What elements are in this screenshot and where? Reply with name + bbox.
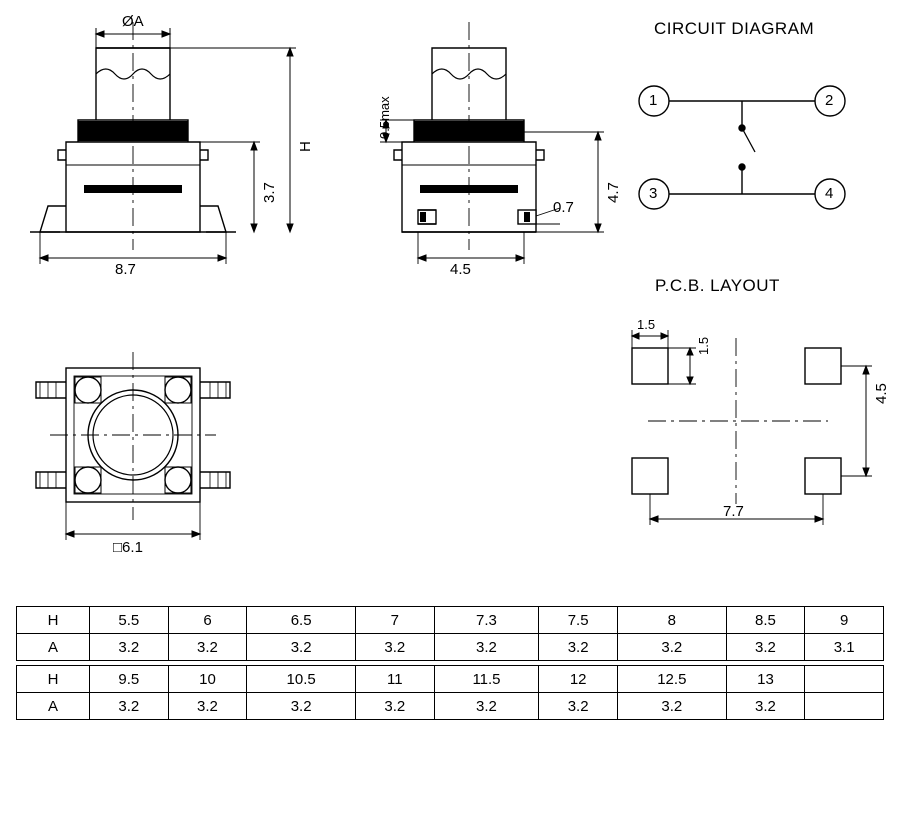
side-view-dim-4-5 xyxy=(418,232,524,264)
table-cell: 3.2 xyxy=(247,634,356,661)
table-cell: 3.2 xyxy=(617,634,726,661)
circuit-pin-2-label: 2 xyxy=(825,92,834,109)
front-view-body-height-label: 3.7 xyxy=(261,182,278,203)
table-cell: 7.3 xyxy=(434,607,539,634)
pcb-vertical-pitch-label: 4.5 xyxy=(873,383,890,404)
table-cell: 6 xyxy=(168,607,247,634)
table-row-a1 xyxy=(17,634,884,661)
front-view-width-label: 8.7 xyxy=(115,261,136,278)
table-cell: 3.2 xyxy=(617,693,726,720)
table-cell: 12 xyxy=(539,666,618,693)
circuit-pin-4-label: 4 xyxy=(825,185,834,202)
pcb-horizontal-pitch-label: 7.7 xyxy=(723,503,744,520)
table-cell: 3.2 xyxy=(168,634,247,661)
table-cell: 5.5 xyxy=(90,607,169,634)
row-header: H xyxy=(17,666,90,693)
side-view-geometry xyxy=(394,22,544,250)
circuit-pin-1-label: 1 xyxy=(649,92,658,109)
table-cell: 8 xyxy=(617,607,726,634)
table-cell: 8.5 xyxy=(726,607,805,634)
table-cell: 3.2 xyxy=(90,693,169,720)
spec-table xyxy=(16,606,884,720)
circuit-pin-3-label: 3 xyxy=(649,185,658,202)
table-cell: 9 xyxy=(805,607,884,634)
table-cell: 3.2 xyxy=(355,634,434,661)
table-cell: 3.2 xyxy=(539,693,618,720)
pcb-pad-width-label: 1.5 xyxy=(637,317,656,332)
front-view-geometry xyxy=(30,22,236,250)
table-cell: 12.5 xyxy=(617,666,726,693)
table-cell: 3.2 xyxy=(434,693,539,720)
pcb-dim-1-5-width xyxy=(632,330,668,348)
pcb-pad-height-label: 1.5 xyxy=(696,336,711,355)
circuit-diagram-heading: CIRCUIT DIAGRAM xyxy=(654,19,815,38)
table-cell: 3.2 xyxy=(434,634,539,661)
table-cell: 10 xyxy=(168,666,247,693)
row-header: A xyxy=(17,634,90,661)
side-view-pin-height-label: 0.7 xyxy=(553,199,574,216)
row-header: H xyxy=(17,607,90,634)
side-view-top-gap-label: 0.5max xyxy=(377,96,392,139)
table-cell: 11 xyxy=(355,666,434,693)
table-cell: 3.1 xyxy=(805,634,884,661)
table-cell: 3.2 xyxy=(726,693,805,720)
top-view-body-size-label: □6.1 xyxy=(113,539,143,556)
table-cell xyxy=(805,693,884,720)
table-row-h1 xyxy=(17,607,884,634)
table-row-a2 xyxy=(17,693,884,720)
front-view-dim-3-7 xyxy=(200,142,260,232)
top-view-geometry xyxy=(36,352,230,520)
pcb-layout-heading: P.C.B. LAYOUT xyxy=(655,276,780,295)
table-row-h2 xyxy=(17,666,884,693)
pcb-dim-1-5-height xyxy=(668,348,696,384)
table-cell: 6.5 xyxy=(247,607,356,634)
front-view-diameter-label: ØA xyxy=(122,13,144,30)
table-cell: 3.2 xyxy=(355,693,434,720)
table-cell: 3.2 xyxy=(726,634,805,661)
table-cell: 13 xyxy=(726,666,805,693)
pcb-layout-geometry xyxy=(632,338,841,504)
side-view-width-label: 4.5 xyxy=(450,261,471,278)
table-cell: 3.2 xyxy=(90,634,169,661)
table-cell xyxy=(805,666,884,693)
table-cell: 11.5 xyxy=(434,666,539,693)
circuit-diagram-geometry xyxy=(639,86,845,209)
table-cell: 9.5 xyxy=(90,666,169,693)
table-cell: 3.2 xyxy=(247,693,356,720)
table-cell: 10.5 xyxy=(247,666,356,693)
table-cell: 7 xyxy=(355,607,434,634)
pcb-dim-4-5 xyxy=(841,366,872,476)
table-cell: 3.2 xyxy=(539,634,618,661)
side-view-height-label: 4.7 xyxy=(605,182,622,203)
table-cell: 7.5 xyxy=(539,607,618,634)
front-view-height-label: H xyxy=(297,141,314,152)
row-header: A xyxy=(17,693,90,720)
table-cell: 3.2 xyxy=(168,693,247,720)
